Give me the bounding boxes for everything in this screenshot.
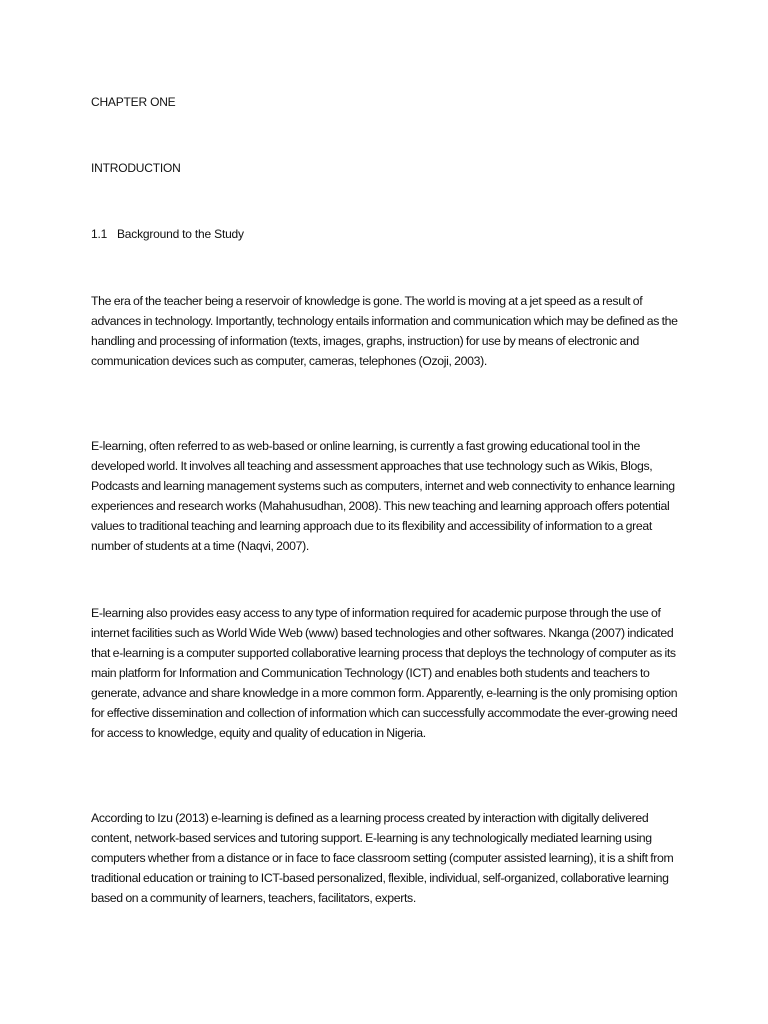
paragraph-2: E-learning, often referred to as web-based or online learning, is currently a fast growing educational tool in the developed world. It involves all teaching and assessment approaches that use technology such as Wikis, Blogs, Podcasts and learning management systems such as computers, internet and web connectivity to enhance learning experiences and research works (Mahahusudhan, 2008). This new teaching and learning approach offers potential values to traditional teaching and learning approach due to its flexibility and accessibility of information to a great number of students at a time (Naqvi, 2007). (91, 439, 675, 553)
paragraph-4: According to Izu (2013) e-learning is defined as a learning process created by interaction with digitally delivered content, network-based services and tutoring support. E-learning is any technologically mediated learning using computers whether from a distance or in face to face classroom setting (computer assisted learning), it is a shift from traditional education or training to ICT-based personalized, flexible, individual, self-organized, collaborative learning based on a community of learners, teachers, facilitators, experts. (91, 811, 674, 905)
section-heading (91, 227, 244, 241)
chapter-heading: CHAPTER ONE (91, 95, 176, 109)
paragraph-3: E-learning also provides easy access to any type of information required for academic purpose through the use of internet facilities such as World Wide Web (www) based technologies and other softwares. Nkanga (2007) indicated that e-learning is a computer supported collaborative learning process that deploys the technology of computer as its main platform for Information and Communication Technology (ICT) and enables both students and teachers to generate, advance and share knowledge in a more common form. Apparently, e-learning is the only promising option for effective dissemination and collection of information which can successfully accommodate the ever-growing need for access to knowledge, equity and quality of education in Nigeria. (91, 606, 678, 740)
section-number: 1.1 (91, 227, 108, 241)
paragraph-1: The era of the teacher being a reservoir of knowledge is gone. The world is moving at a jet speed as a result of advances in technology. Importantly, technology entails information and communication which may be defined as the handling and processing of information (texts, images, graphs, instruction) for use by means of electronic and communication devices such as computer, cameras, telephones (Ozoji, 2003). (91, 294, 678, 368)
introduction-heading: INTRODUCTION (91, 161, 181, 175)
section-title: Background to the Study (117, 227, 244, 241)
